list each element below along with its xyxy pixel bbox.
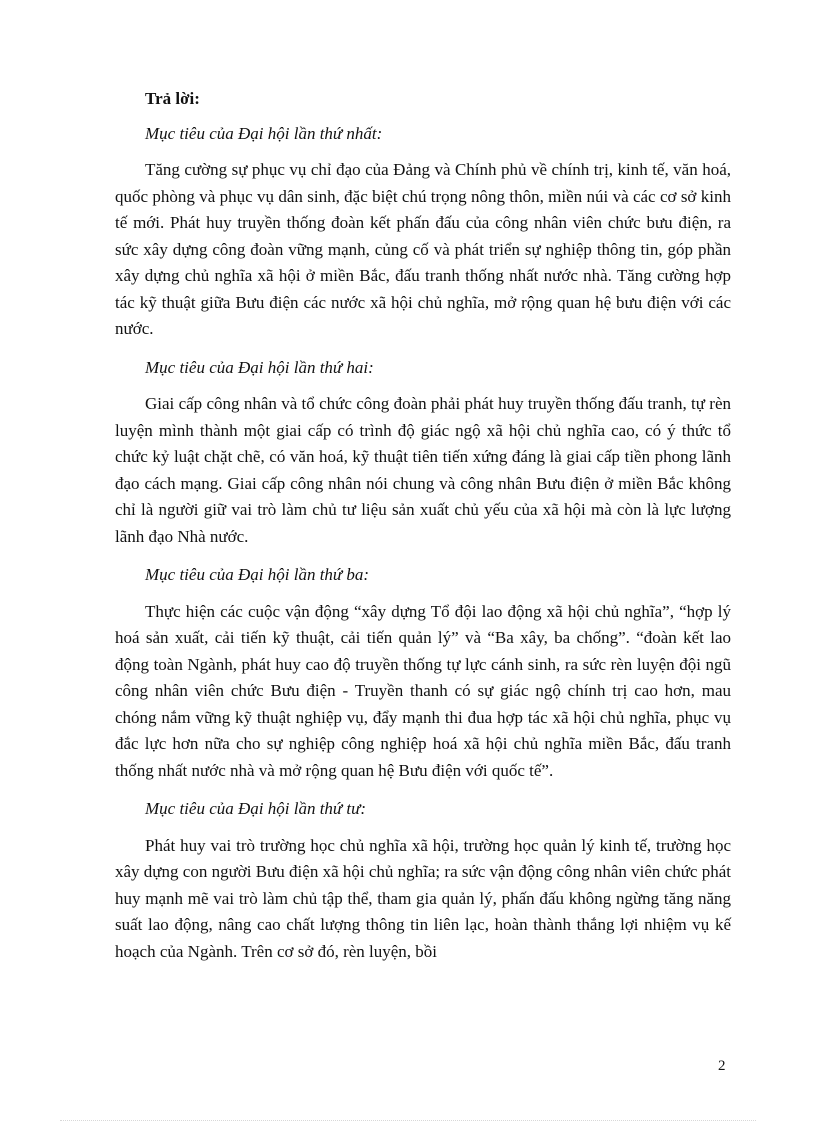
section-text-1: Tăng cường sự phục vụ chỉ đạo của Đảng và Chính phủ về chính trị, kinh tế, văn hoá, quốc phòng và phục vụ dân sinh, đặc biệt chú trọng nông thôn, miền núi và các cơ sở kinh tế mới. Phát huy truyền thống đoàn kết phấn đấu của công nhân viên chức bưu điện, ra sức xây dựng công đoàn vững mạnh, củng cố và phát triển sự nghiệp thông tin, góp phần xây dựng chủ nghĩa xã hội ở miền Bắc, đấu tranh thống nhất nước nhà. Tăng cường hợp tác kỹ thuật giữa Bưu điện các nước xã hội chủ nghĩa, mở rộng quan hệ bưu điện với các nước. [115, 160, 731, 338]
section-text-3: Thực hiện các cuộc vận động “xây dựng Tổ đội lao động xã hội chủ nghĩa”, “hợp lý hoá sản xuất, cải tiến kỹ thuật, cải tiến quản lý” và “Ba xây, ba chống”. “đoàn kết lao động toàn Ngành, phát huy cao độ truyền thống tự lực cánh sinh, ra sức rèn luyện đội ngũ công nhân viên chức Bưu điện - Truyền thanh có sự giác ngộ chính trị cao hơn, mau chóng nắm vững kỹ thuật nghiệp vụ, đẩy mạnh thi đua hợp tác xã hội chủ nghĩa, phục vụ đắc lực hơn nữa cho sự nghiệp công nghiệp hoá xã hội chủ nghĩa miền Bắc, đấu tranh thống nhất nước nhà và mở rộng quan hệ Bưu điện với quốc tế”. [115, 601, 731, 780]
section-text-4: Phát huy vai trò trường học chủ nghĩa xã hội, trường học quản lý kinh tế, trường học xây dựng con người Bưu điện xã hội chủ nghĩa; ra sức vận động công nhân viên chức phát huy mạnh mẽ vai trò làm chủ tập thể, tham gia quản lý, phấn đấu không ngừng tăng năng suất lao động, nâng cao chất lượng thông tin liên lạc, hoàn thành thắng lợi nhiệm vụ kế hoạch của Ngành. Trên cơ sở đó, rèn luyện, bồi [115, 835, 731, 961]
page-bottom-divider [60, 1120, 756, 1121]
answer-heading: Trả lời: [145, 89, 200, 108]
section-text-2: Giai cấp công nhân và tổ chức công đoàn phải phát huy truyền thống đấu tranh, tự rèn luyện mình thành một giai cấp có trình độ giác ngộ xã hội chủ nghĩa cao, có ý thức tổ chức kỷ luật chặt chẽ, có văn hoá, kỹ thuật tiên tiến xứng đáng là giai cấp tiền phong lãnh đạo cách mạng. Giai cấp công nhân nói chung và công nhân Bưu điện ở miền Bắc không chỉ là người giữ vai trò làm chủ tư liệu sản xuất chủ yếu của xã hội mà còn là lực lượng lãnh đạo Nhà nước. [115, 394, 731, 546]
section-title-3: Mục tiêu của Đại hội lần thứ ba: [145, 565, 370, 584]
section-title-4: Mục tiêu của Đại hội lần thứ tư: [145, 799, 367, 818]
section-title-2: Mục tiêu của Đại hội lần thứ hai: [145, 357, 374, 377]
section-title-1: Mục tiêu của Đại hội lần thứ nhất: [145, 123, 383, 143]
page-content [115, 86, 731, 977]
page-number: 2 [718, 1058, 726, 1074]
